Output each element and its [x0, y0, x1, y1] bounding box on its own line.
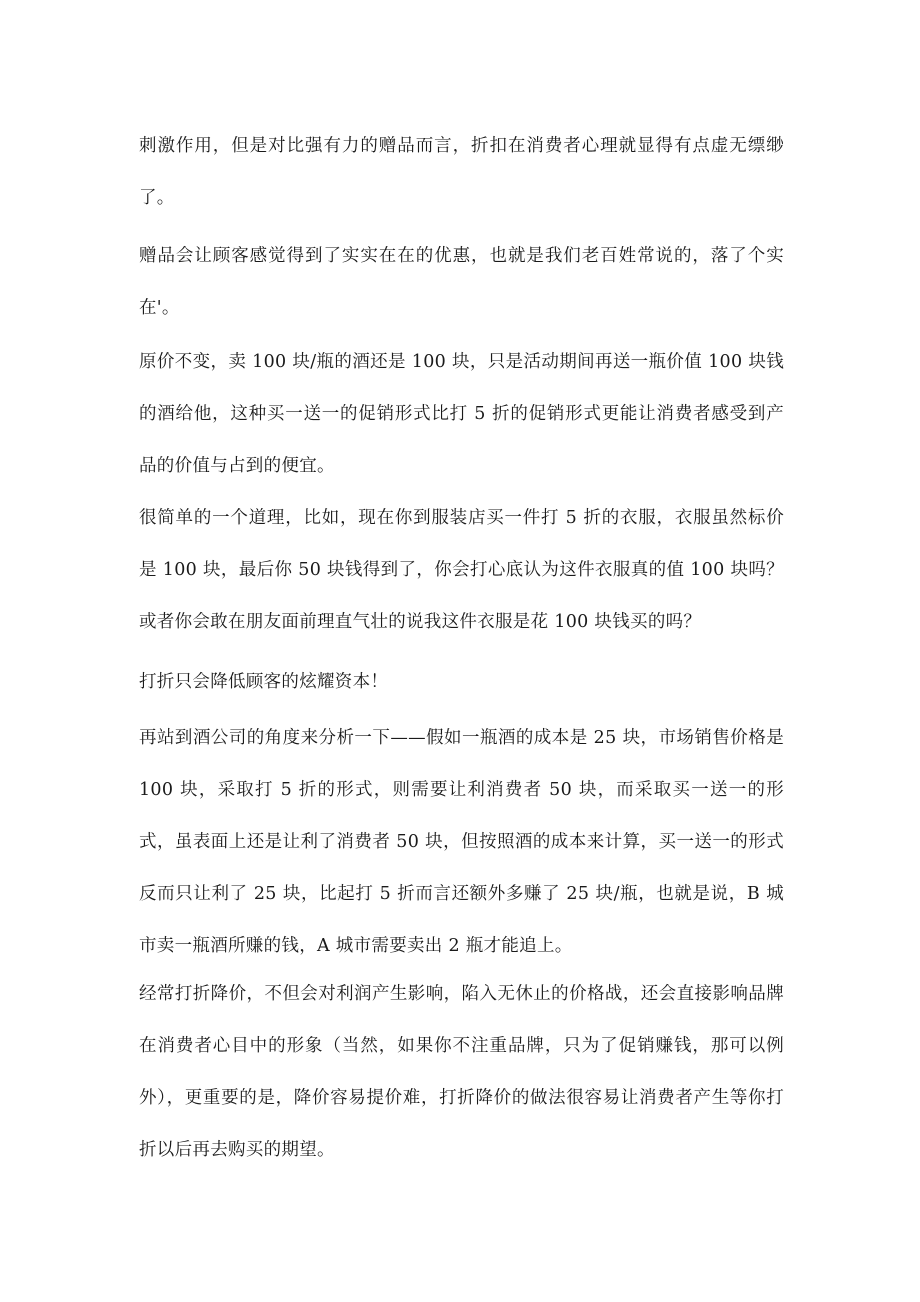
paragraph-show-off-capital: 打折只会降低顾客的炫耀资本！: [139, 672, 389, 692]
paragraph-brand-image: 经常打折降价，不但会对利润产生影响，陷入无休止的价格战，还会直接影响品牌在消费者心目中的形象（当然，如果你不注重品牌，只为了促销赚钱，那可以例外），更重要的是，降价容易提价难，打折降价的做法很容易让消费者产生等你打折以后再去购买的期望。: [139, 984, 784, 1160]
paragraph-clothing-example: 很简单的一个道理，比如，现在你到服装店买一件打 5 折的衣服，衣服虽然标价是 100 块，最后你 50 块钱得到了，你会打心底认为这件衣服真的值 100 块吗？或者你会敢在朋友面前理直气壮的说我这件衣服是花 100 块钱买的吗？: [139, 508, 784, 632]
paragraph-buy-one-get-one: 原价不变，卖 100 块/瓶的酒还是 100 块，只是活动期间再送一瓶价值 100 块钱的酒给他，这种买一送一的促销形式比打 5 折的促销形式更能让消费者感受到产品的价值与占到的便宜。: [139, 352, 784, 476]
paragraph-gift-vs-discount: 刺激作用，但是对比强有力的赠品而言，折扣在消费者心理就显得有点虚无缥缈了。: [139, 136, 784, 208]
paragraph-cost-analysis: 再站到酒公司的角度来分析一下——假如一瓶酒的成本是 25 块，市场销售价格是 100 块，采取打 5 折的形式，则需要让利消费者 50 块，而采取买一送一的形式，虽表面上还是让利了消费者 50 块，但按照酒的成本来计算，买一送一的形式反而只让利了 25 块，比起打 5 折而言还额外多赚了 25 块/瓶，也就是说，B 城市卖一瓶酒所赚的钱，A 城市需要卖出 2 瓶才能追上。: [139, 728, 784, 956]
paragraph-real-benefit: 赠品会让顾客感觉得到了实实在在的优惠，也就是我们老百姓常说的，落了个实在'。: [139, 246, 784, 318]
